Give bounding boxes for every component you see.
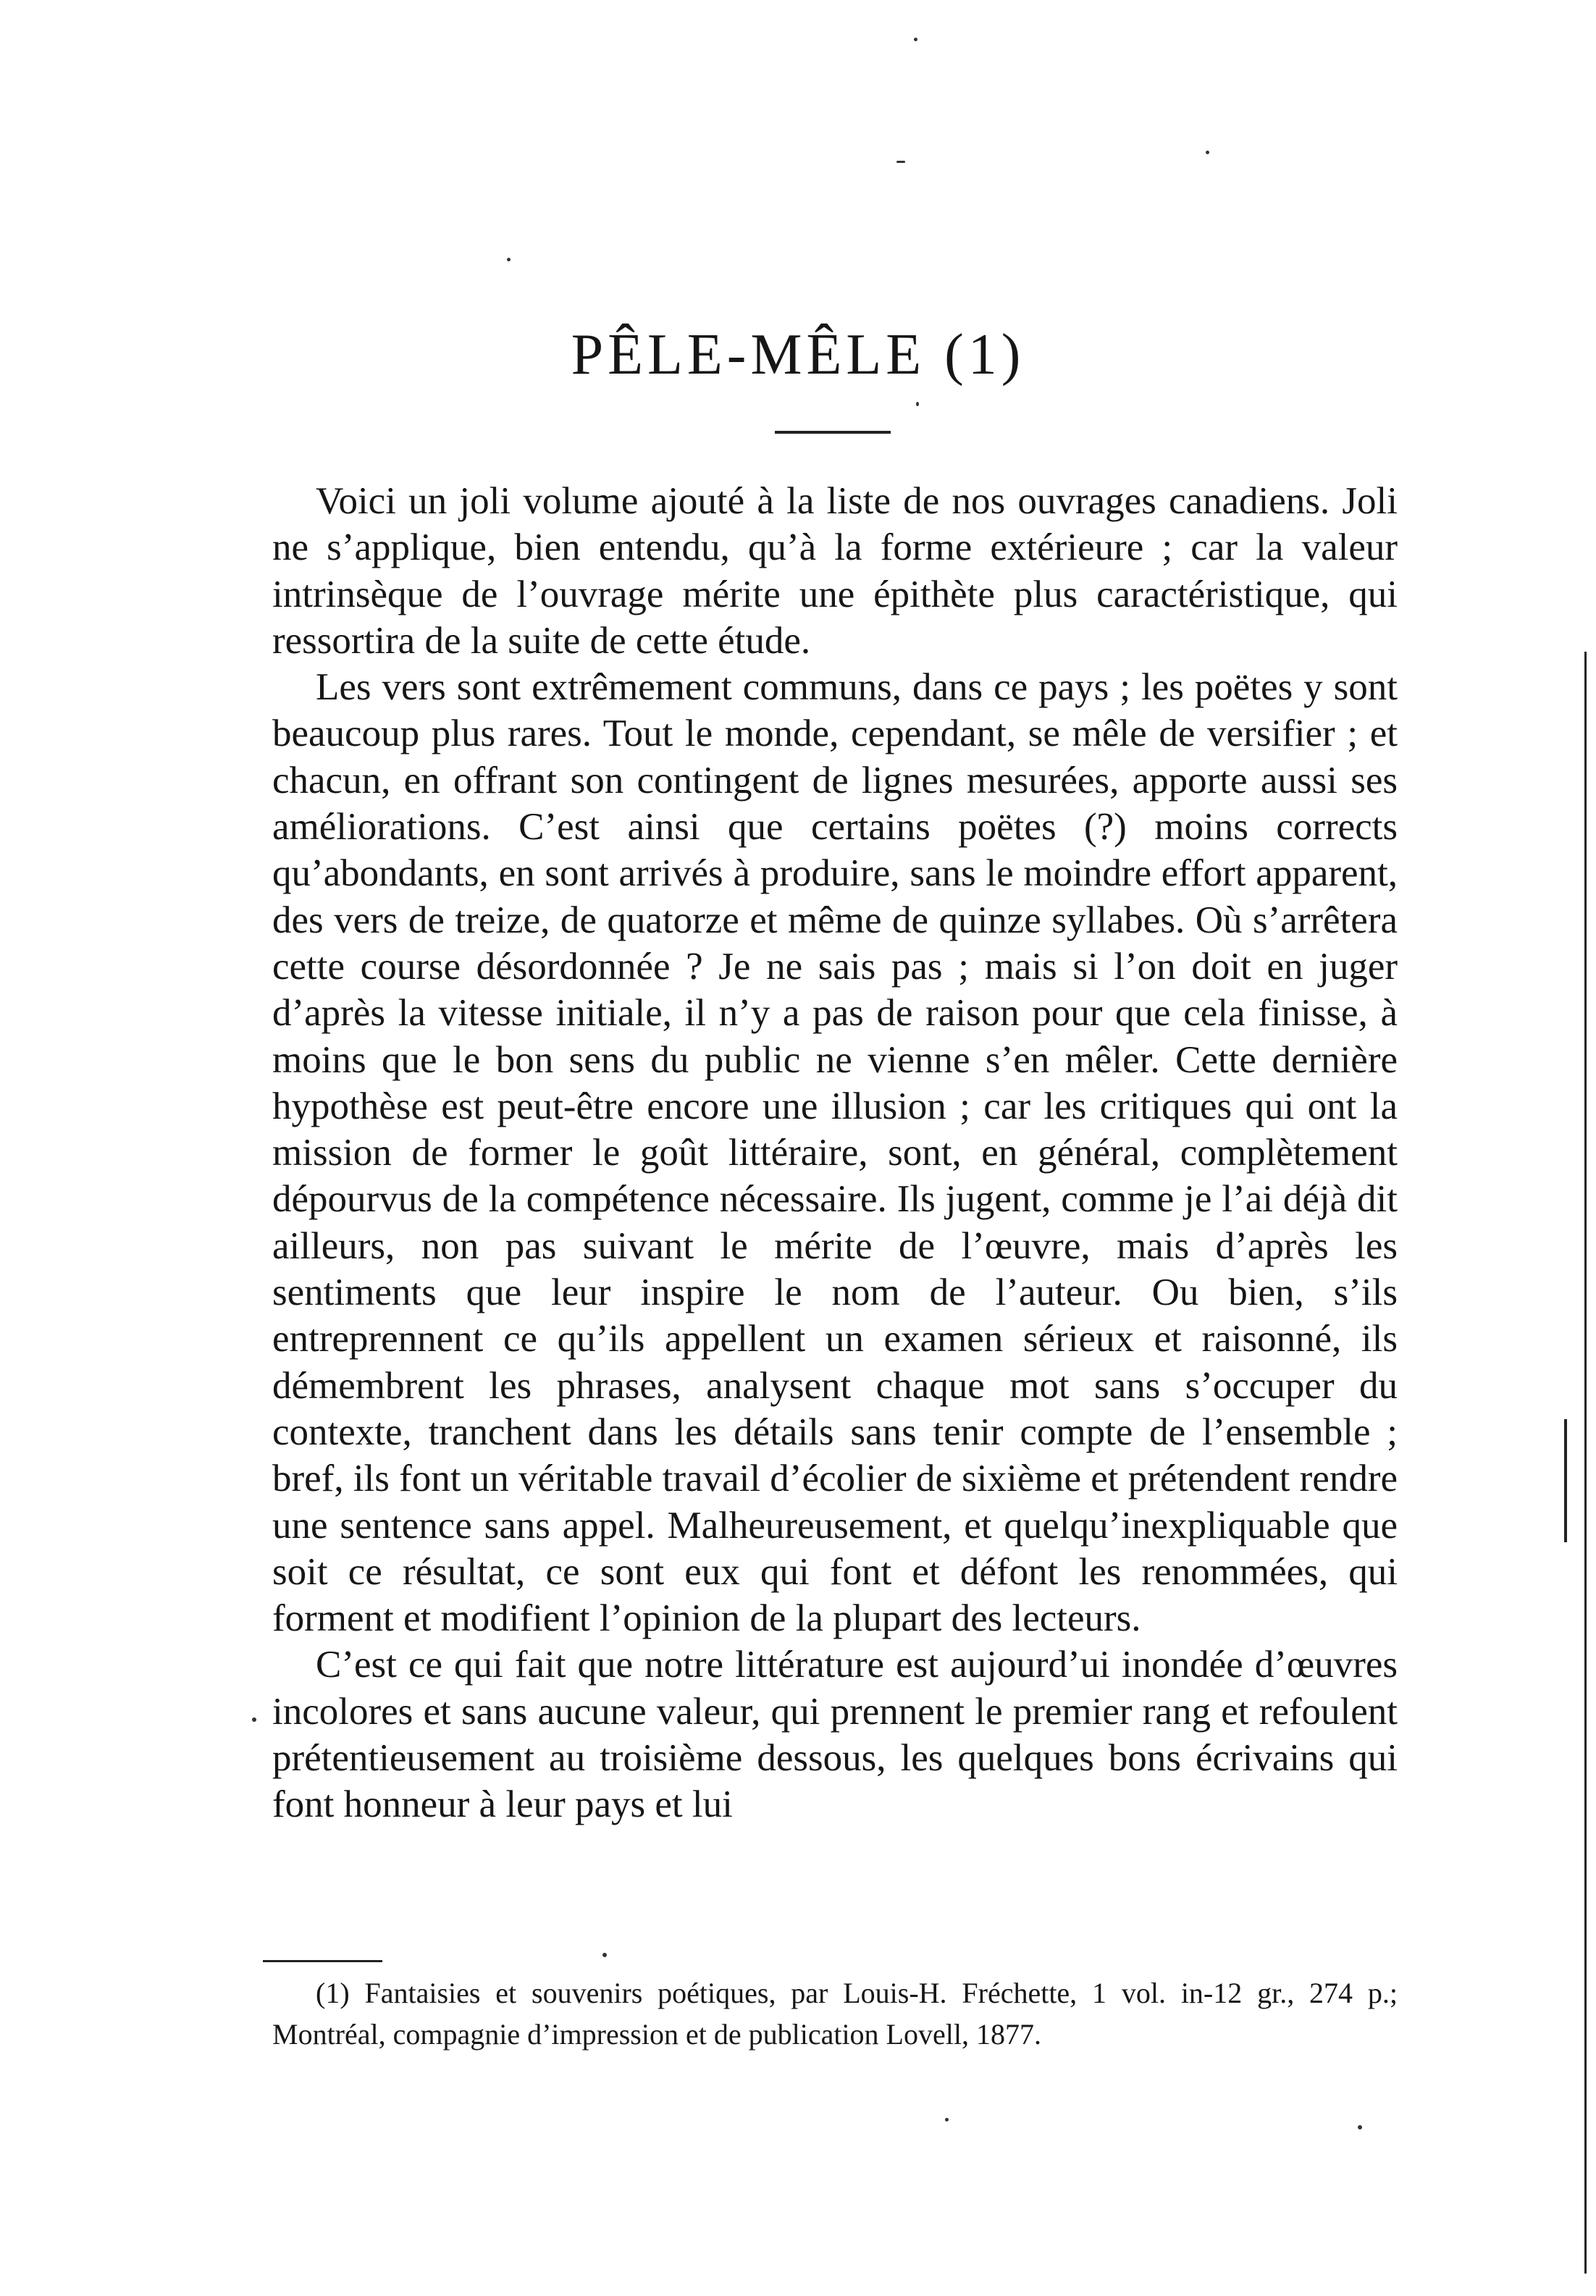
scan-speck: [507, 258, 511, 261]
scan-edge-line: [1564, 1419, 1567, 1542]
scan-speck: [602, 1953, 607, 1957]
scan-speck: [916, 402, 919, 406]
title-footnote-marker: (1): [944, 323, 1025, 387]
scan-speck: [945, 2118, 949, 2122]
title-rule: [775, 431, 891, 434]
paragraph-3: C’est ce qui fait que notre littérature est aujourd’ui inondée d’œuvres incolores et sans aucune valeur, qui prennent le premier rang et refoulent prétentieusement au troisième dessous, les quelques bons écrivains qui font honneur à leur pays et lui: [272, 1644, 1398, 1826]
title-text: PÊLE-MÊLE: [571, 323, 926, 387]
paragraph-1: Voici un joli volume ajouté à la liste de nos ouvrages canadiens. Joli ne s’applique, bien entendu, qu’à la forme extérieure ; car la valeur intrinsèque de l’ouvrage mérite une épithète plus caractéristique, qui ressortira de la suite de cette étude.: [272, 480, 1398, 662]
scan-edge-line: [1584, 652, 1587, 2274]
scan-speck: [896, 161, 905, 163]
paragraph-2: Les vers sont extrêmement communs, dans ce pays ; les poëtes y sont beaucoup plus rares. Tout le monde, cependant, se mêle de versifier ; et chacun, en offrant son contingent de lignes mesurées, apporte aussi ses améliorations. C’est ainsi que certains poëtes (?) moins corrects qu’abondants, en sont arrivés à produire, sans le moindre effort apparent, des vers de treize, de quatorze et même de quinze syllabes. Où s’arrêtera cette course désordonnée ? Je ne sais pas ; mais si l’on doit en juger d’après la vitesse initiale, il n’y a pas de raison pour que cela finisse, à moins que le bon sens du public ne vienne s’en mêler. Cette dernière hypothèse est peut-être encore une illusion ; car les critiques qui ont la mission de former le goût littéraire, sont, en général, complètement dépourvus de la compétence nécessaire. Ils jugent, comme je l’ai déjà dit ailleurs, non pas suivant le mérite de l’œuvre, mais d’après les sentiments que leur inspire le nom de l’auteur. Ou bien, s’ils entreprennent ce qu’ils appellent un examen sérieux et raisonné, ils démembrent les phrases, analysent chaque mot sans s’occuper du contexte, tranchent dans les détails sans tenir compte de l’ensemble ; bref, ils font un véritable travail d’écolier de sixième et prétendent rendre une sentence sans appel. Malheureusement, et quelqu’inexpliquable que soit ce résultat, ce sont eux qui font et défont les renommées, qui forment et modifient l’opinion de la plupart des lecteurs.: [272, 666, 1398, 1640]
footnote-rule: [263, 1960, 382, 1962]
footnote: (1) Fantaisies et souvenirs poétiques, par Louis-H. Fréchette, 1 vol. in-12 gr., 274 p.; Montréal, compagnie d’impression et de publication Lovell, 1877.: [272, 1977, 1398, 2051]
scan-speck: [914, 38, 917, 41]
page-title: [0, 322, 1596, 388]
scan-speck: [252, 1717, 256, 1722]
scan-speck: [1358, 2125, 1362, 2129]
scan-speck: [1206, 151, 1209, 154]
body-text: [272, 478, 1398, 1828]
